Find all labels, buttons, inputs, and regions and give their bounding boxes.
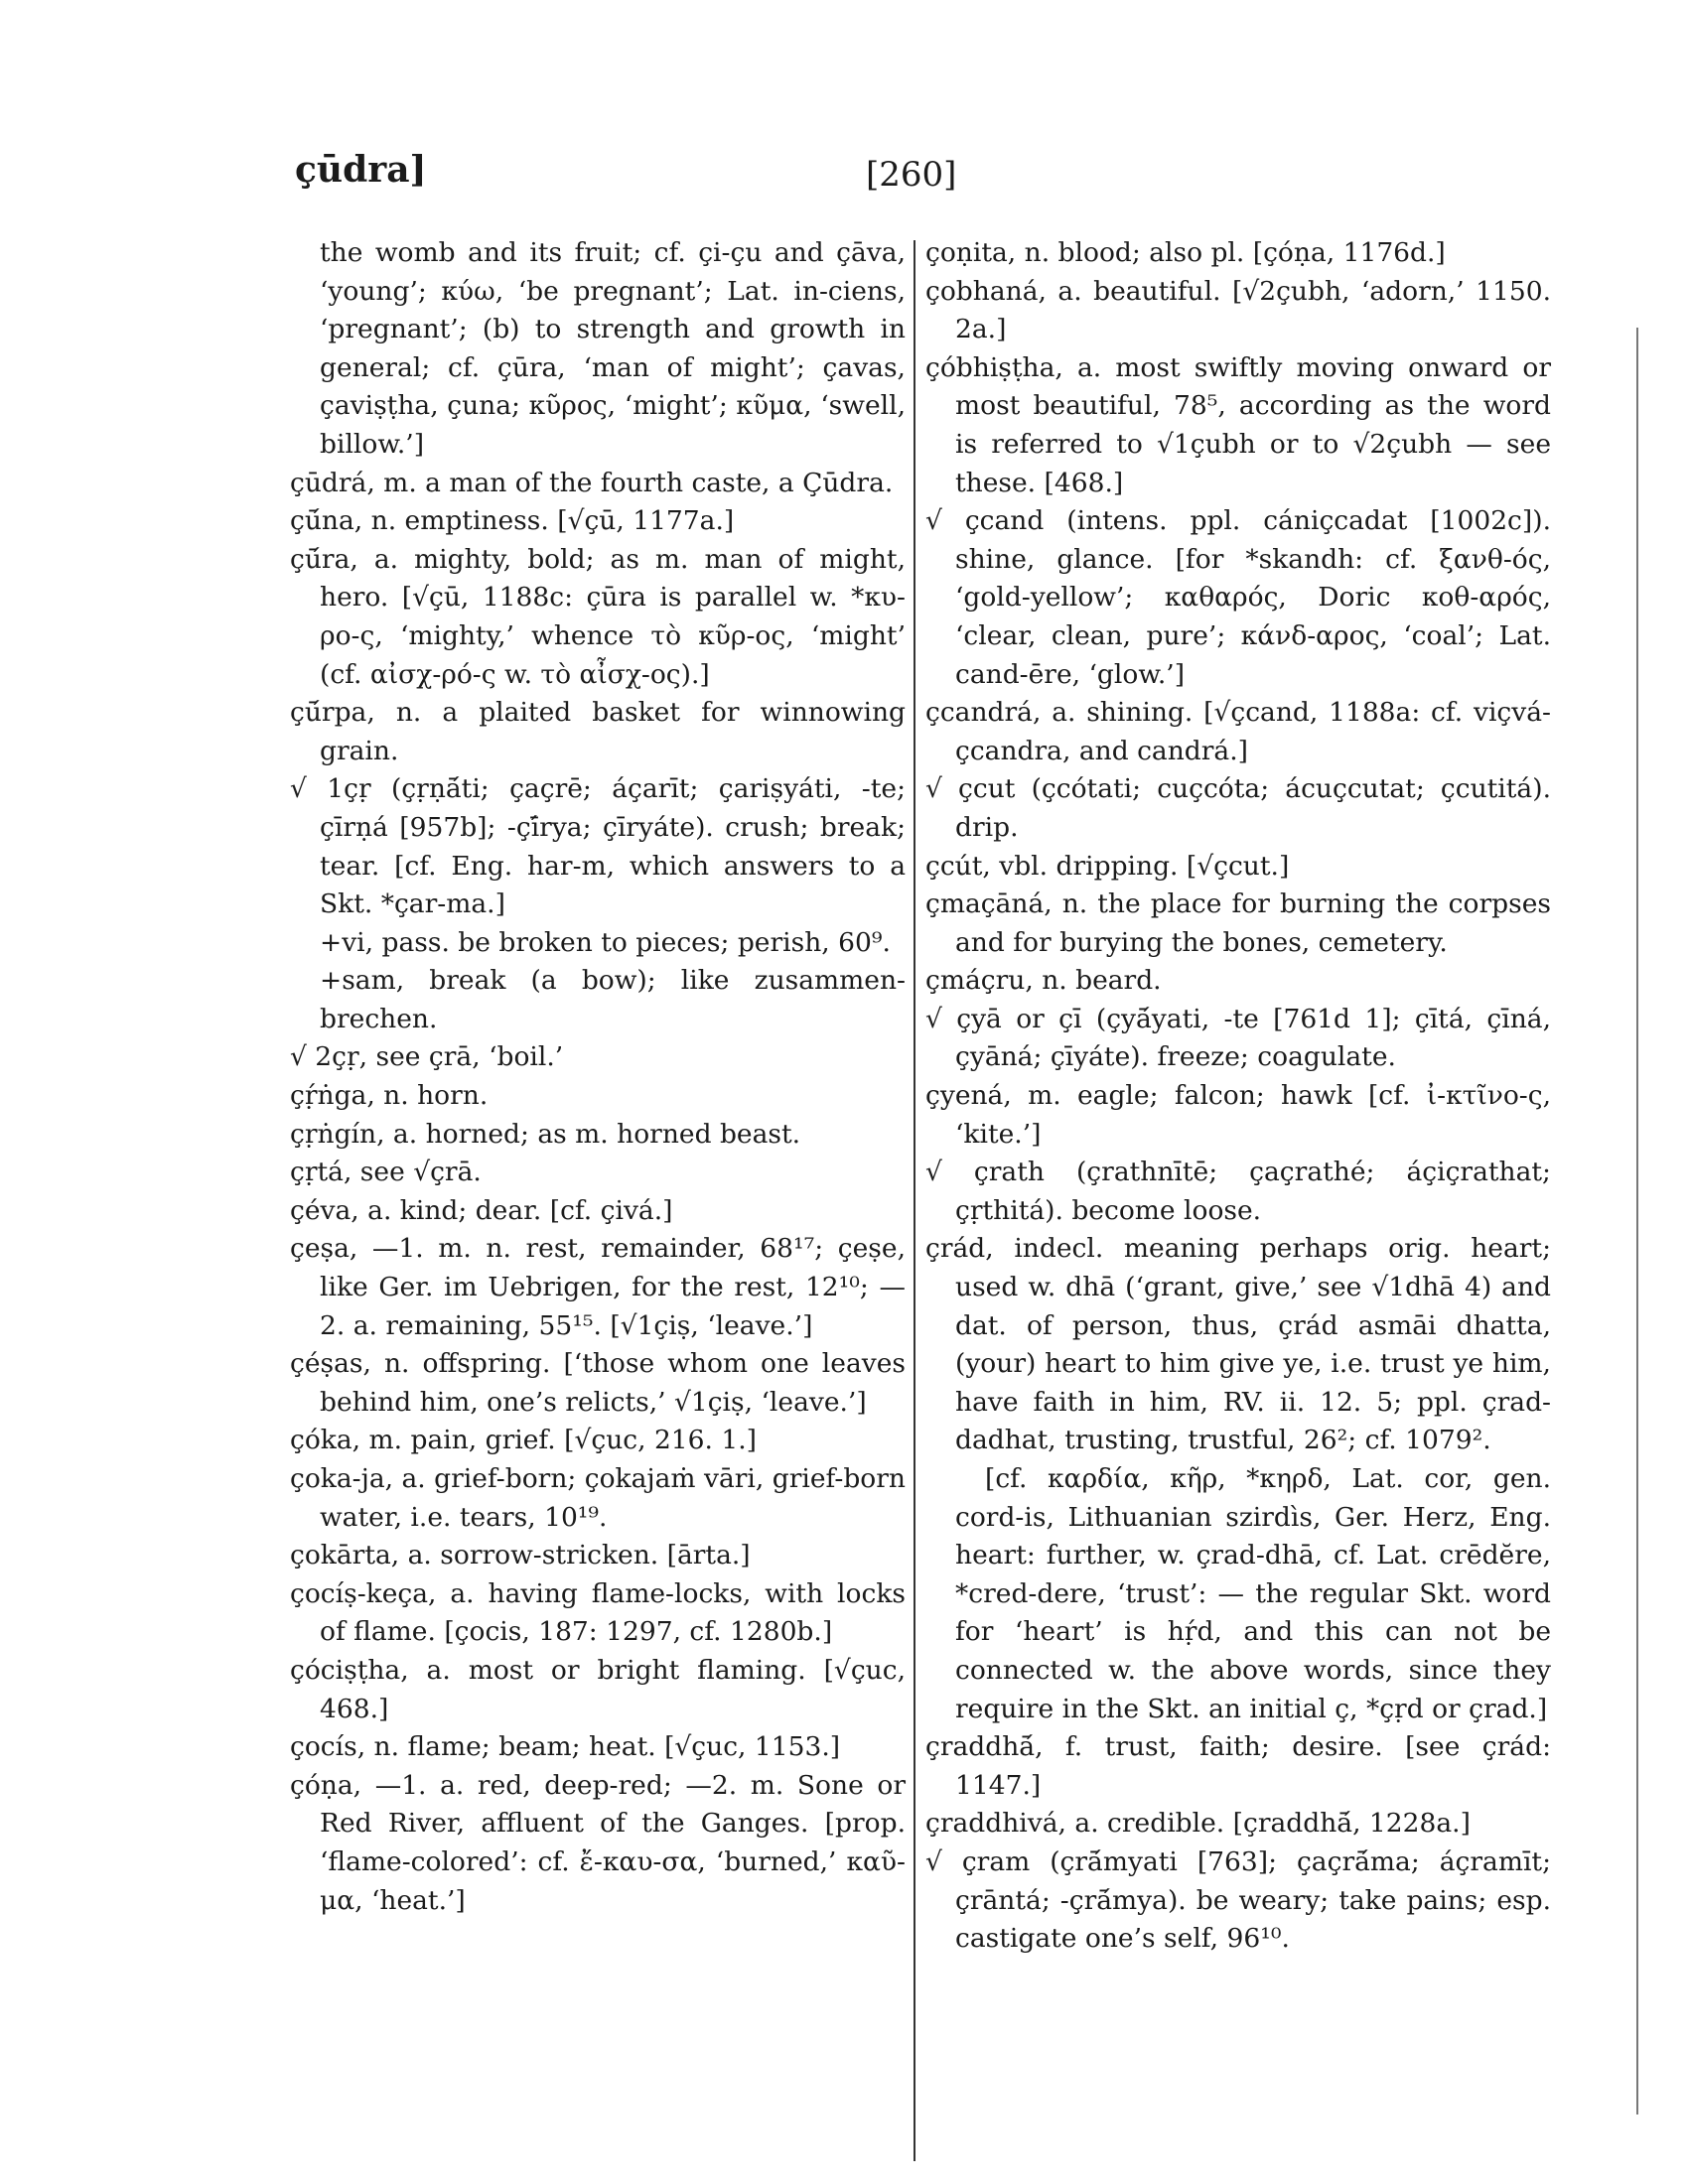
dictionary-entry: √ çcut (çcótati; cuçcóta; ácuçcutat; çcutitá). drip. [925, 773, 1551, 843]
dictionary-entry: çṛtá, see √çrā. [290, 1157, 482, 1188]
dictionary-entry: çrád, indecl. meaning perhaps orig. heart; used w. dhā (‘grant, give,’ see √1dhā 4) and dat. of person, thus, çrád asmāi dhatta, (your) heart to him give ye, i.e. trust ye him, have faith in him, RV. ii. 12. 5; ppl. çrad-dadhat, trusting, trustful, 26²; cf. 1079². [925, 1233, 1551, 1456]
dictionary-entry: çóbhiṣṭha, a. most swiftly moving onward or most beautiful, 78⁵, according as the word is referred to √1çubh or to √2çubh — see these. [468.] [925, 351, 1551, 498]
dictionary-subentry: +sam, break (a bow); like zusammen-brechen. [320, 965, 906, 1034]
dictionary-entry: çmáçru, n. beard. [925, 965, 1162, 997]
dictionary-entry: √ çcand (intens. ppl. cániçcadat [1002c]). shine, glance. [for *skandh: cf. ξανθ-ός, ‘gold-yellow’; καθαρός, Doric κοθ-αρός, ‘clear, clean, pure’; κάνδ-αρος, ‘coal’; Lat. cand-ēre, ‘glow.’] [925, 505, 1551, 690]
dictionary-entry: √ çrath (çrathnītē; çaçrathé; áçiçrathat; çṛthitá). become loose. [925, 1157, 1551, 1226]
dictionary-subentry: +vi, pass. be broken to pieces; perish, 60⁹. [320, 926, 891, 958]
dictionary-entry: çokārta, a. sorrow-stricken. [ārta.] [290, 1540, 751, 1571]
dictionary-entry: çū́rpa, n. a plaited basket for winnowing grain. [290, 697, 906, 766]
dictionary-entry: çóṇa, —1. a. red, deep-red; —2. m. Sone or Red River, affluent of the Ganges. [prop. ‘flame-colored’: cf. ἔ-καυ-σα, ‘burned,’ καῦ-μα, ‘heat.’] [290, 1769, 906, 1916]
dictionary-entry: çeṣa, —1. m. n. rest, remainder, 68¹⁷; çeṣe, like Ger. im Uebrigen, for the rest, 12¹⁰; —2. a. remaining, 55¹⁵. [√1çiṣ, ‘leave.’] [290, 1233, 906, 1341]
dictionary-entry: çcút, vbl. dripping. [√çcut.] [925, 850, 1290, 882]
column-divider [914, 240, 915, 2161]
dictionary-entry: çyená, m. eagle; falcon; hawk [cf. ἰ-κτῖνο-ς, ‘kite.’] [925, 1080, 1551, 1150]
scan-edge-line [1636, 328, 1638, 2115]
running-head: çūdra] [295, 149, 427, 191]
dictionary-entry: çṛṅgín, a. horned; as m. horned beast. [290, 1118, 801, 1150]
dictionary-entry: çobhaná, a. beautiful. [√2çubh, ‘adorn,’ 1150. 2a.] [925, 275, 1551, 345]
dictionary-entry: the womb and its fruit; cf. çi-çu and çāva, ‘young’; κύω, ‘be pregnant’; Lat. in-ciens, ‘pregnant’; (b) to strength and growth in general; cf. çūra, ‘man of might’; çavas, çaviṣṭha, çuna; κῦρος, ‘might’; κῦμα, ‘swell, billow.’] [320, 237, 906, 460]
dictionary-entry: çraddhā́, f. trust, faith; desire. [see çrád: 1147.] [925, 1731, 1551, 1801]
dictionary-entry: √ çram (çrā́myati [763]; çaçrā́ma; áçramīt; çrāntá; -çrā́mya). be weary; take pains; esp. castigate one’s self, 96¹⁰. [925, 1845, 1551, 1955]
right-column [925, 234, 1551, 1959]
dictionary-entry: çéva, a. kind; dear. [cf. çivá.] [290, 1194, 673, 1226]
dictionary-entry: çóka, m. pain, grief. [√çuc, 216. 1.] [290, 1425, 757, 1456]
dictionary-entry: çūdrá, m. a man of the fourth caste, a Çūdra. [290, 467, 894, 498]
dictionary-entry: çcandrá, a. shining. [√çcand, 1188a: cf. viçvá-çcandra, and candrá.] [925, 697, 1551, 766]
dictionary-entry: √ 1çṛ (çṛṇā́ti; çaçrē; áçarīt; çariṣyáti, -te; çīrṇá [957b]; -çī́rya; çīryáte). crush; break; tear. [cf. Eng. har-m, which answers to a Skt. *çar-ma.] [290, 773, 906, 920]
dictionary-entry: çóciṣṭha, a. most or bright flaming. [√çuc, 468.] [290, 1654, 906, 1724]
dictionary-entry: çū́ra, a. mighty, bold; as m. man of might, hero. [√çū, 1188c: çūra is parallel w. *κυ-ρο-ς, ‘mighty,’ whence τὸ κῦρ-ος, ‘might’ (cf. αἰσχ-ρό-ς w. τὸ αἶσχ-ος).] [290, 543, 906, 690]
dictionary-entry: çmaçāná, n. the place for burning the corpses and for burying the bones, cemetery. [925, 888, 1551, 958]
page-number: [260] [866, 155, 957, 195]
dictionary-entry: çoṇita, n. blood; also pl. [çóṇa, 1176d.] [925, 237, 1446, 268]
dictionary-entry: çṛ́ṅga, n. horn. [290, 1080, 489, 1112]
dictionary-entry: √ 2çṛ, see çrā, ‘boil.’ [290, 1041, 564, 1073]
dictionary-entry: √ çyā or çī (çyā́yati, -te [761d 1]; çītá, çīná, çyāná; çīyáte). freeze; coagulate. [925, 1003, 1551, 1073]
dictionary-entry: çū́na, n. emptiness. [√çū, 1177a.] [290, 505, 735, 537]
dictionary-entry: çraddhivá, a. credible. [çraddhā́, 1228a.] [925, 1808, 1471, 1840]
dictionary-entry: çéṣas, n. offspring. [‘those whom one leaves behind him, one’s relicts,’ √1çiṣ, ‘leave.’] [290, 1348, 906, 1418]
dictionary-entry: çocíṣ-keça, a. having flame-locks, with locks of flame. [çocis, 187: 1297, cf. 1280b.] [290, 1577, 906, 1648]
etymology-note: [cf. καρδία, κῆρ, *κηρδ, Lat. cor, gen. cord-is, Lithuanian szirdìs, Ger. Herz, Eng. heart: further, w. çrad-dhā, cf. Lat. crēdĕre, *cred-dere, ‘trust’: — the regular Skt. word for ‘heart’ is hṛ́d, and this can not be connected w. the above words, since they require in the Skt. an initial ç, *çṛd or çrad.] [955, 1463, 1551, 1724]
dictionary-entry: çocís, n. flame; beam; heat. [√çuc, 1153.] [290, 1731, 841, 1763]
left-column [290, 234, 906, 1920]
dictionary-entry: çoka-ja, a. grief-born; çokajaṁ vāri, grief-born water, i.e. tears, 10¹⁹. [290, 1463, 906, 1533]
